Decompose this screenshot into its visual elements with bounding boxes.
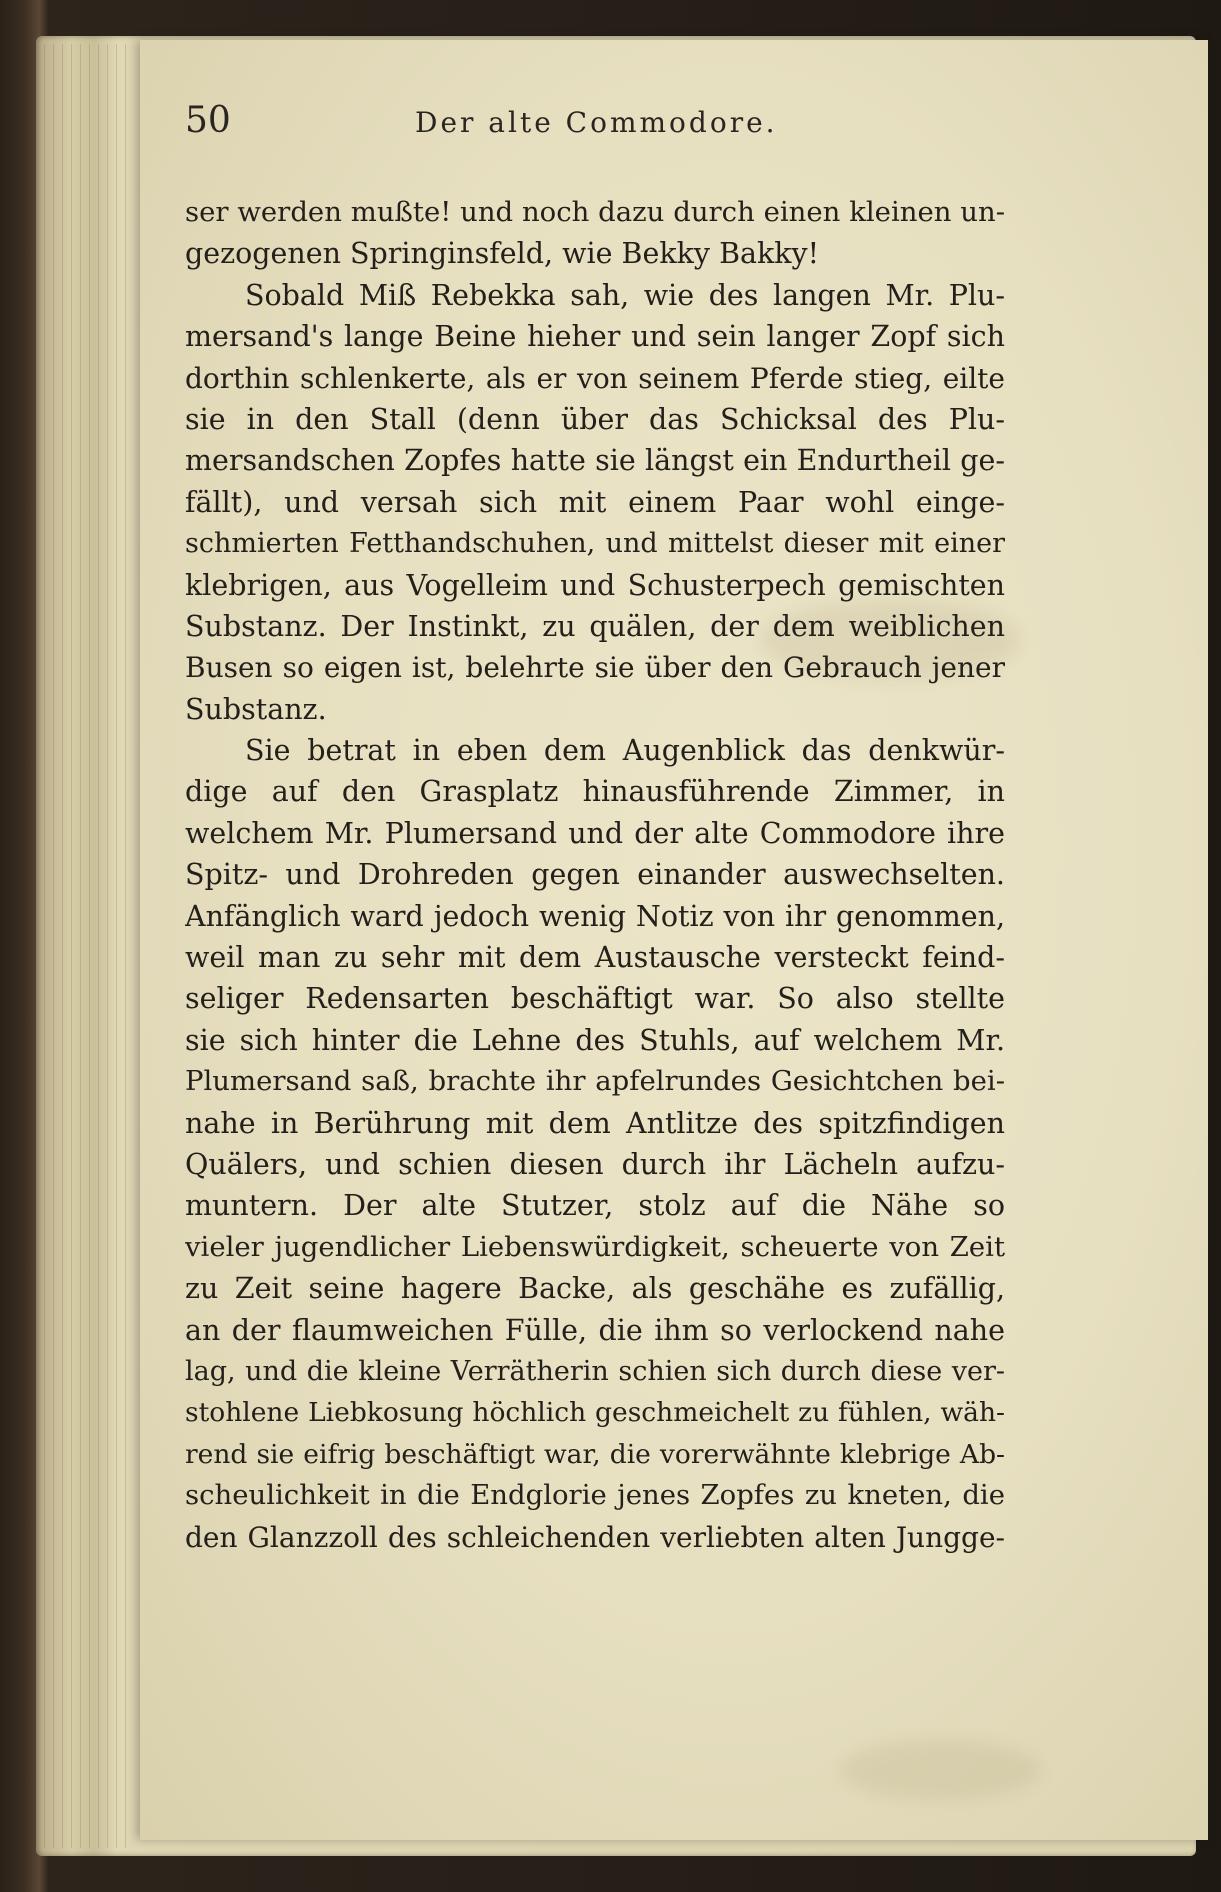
text-line: Quälers, und schien diesen durch ihr Lächeln aufzu-: [185, 1147, 1005, 1181]
page-stain: [840, 1740, 1040, 1800]
text-line: sie sich hinter die Lehne des Stuhls, auf welchem Mr.: [185, 1023, 1005, 1057]
text-line: mersand's lange Beine hieher und sein langer Zopf sich: [185, 320, 1005, 354]
body-text: [185, 192, 1005, 1558]
text-line: sie in den Stall (denn über das Schicksal des Plu-: [185, 402, 1005, 436]
text-line: stohlene Liebkosung höchlich geschmeichelt zu fühlen, wäh-: [185, 1397, 1005, 1429]
text-line: dige auf den Grasplatz hinausführende Zimmer, in: [185, 775, 1005, 809]
text-line: welchem Mr. Plumersand und der alte Commodore ihre: [185, 816, 1005, 850]
text-line: rend sie eifrig beschäftigt war, die vorerwähnte klebrige Ab-: [185, 1438, 1005, 1470]
text-line: fällt), und versah sich mit einem Paar wohl einge-: [185, 485, 1005, 519]
page-header: [185, 100, 1005, 160]
text-line: scheulichkeit in die Endglorie jenes Zopfes zu kneten, die: [185, 1479, 1005, 1512]
text-line: an der flaumweichen Fülle, die ihm so verlockend nahe: [185, 1313, 1005, 1347]
text-line: Spitz- und Drohreden gegen einander auswechselten.: [185, 858, 1005, 892]
text-line: gezogenen Springinsfeld, wie Bekky Bakky!: [185, 237, 820, 271]
text-line: seliger Redensarten beschäftigt war. So also stellte: [185, 982, 1005, 1016]
text-line: dorthin schlenkerte, als er von seinem Pferde stieg, eilte: [185, 361, 1005, 395]
text-line: Sie betrat in eben dem Augenblick das denkwür-: [245, 734, 1005, 768]
text-line: mersandschen Zopfes hatte sie längst ein Endurtheil ge-: [185, 444, 1005, 478]
text-line: Sobald Miß Rebekka sah, wie des langen Mr. Plu-: [245, 278, 1005, 312]
page-number: 50: [185, 100, 231, 141]
text-line: zu Zeit seine hagere Backe, als geschähe es zufällig,: [185, 1272, 1005, 1306]
text-line: lag, und die kleine Verrätherin schien sich durch diese ver-: [185, 1355, 1005, 1387]
text-line: vieler jugendlicher Liebenswürdigkeit, scheuerte von Zeit: [185, 1230, 1005, 1263]
running-head: Der alte Commodore.: [415, 106, 778, 139]
text-line: den Glanzzoll des schleichenden verliebten alten Jungge-: [185, 1520, 1005, 1554]
text-line: nahe in Berührung mit dem Antlitze des spitzfindigen: [185, 1106, 1005, 1140]
text-line: Busen so eigen ist, belehrte sie über den Gebrauch jener: [185, 651, 1005, 685]
text-line: weil man zu sehr mit dem Austausche versteckt feind-: [185, 941, 1005, 975]
text-line: muntern. Der alte Stutzer, stolz auf die Nähe so: [185, 1189, 1005, 1223]
text-line: Substanz.: [185, 692, 327, 726]
text-line: Plumersand saß, brachte ihr apfelrundes Gesichtchen bei-: [185, 1065, 1005, 1098]
text-line: klebrigen, aus Vogelleim und Schusterpech gemischten: [185, 568, 1005, 602]
text-line: ser werden mußte! und noch dazu durch einen kleinen un-: [185, 196, 1005, 228]
text-line: Anfänglich ward jedoch wenig Notiz von ihr genommen,: [185, 899, 1005, 933]
text-line: Substanz. Der Instinkt, zu quälen, der dem weiblichen: [185, 609, 1005, 643]
text-line: schmierten Fetthandschuhen, und mittelst dieser mit einer: [185, 528, 1005, 560]
